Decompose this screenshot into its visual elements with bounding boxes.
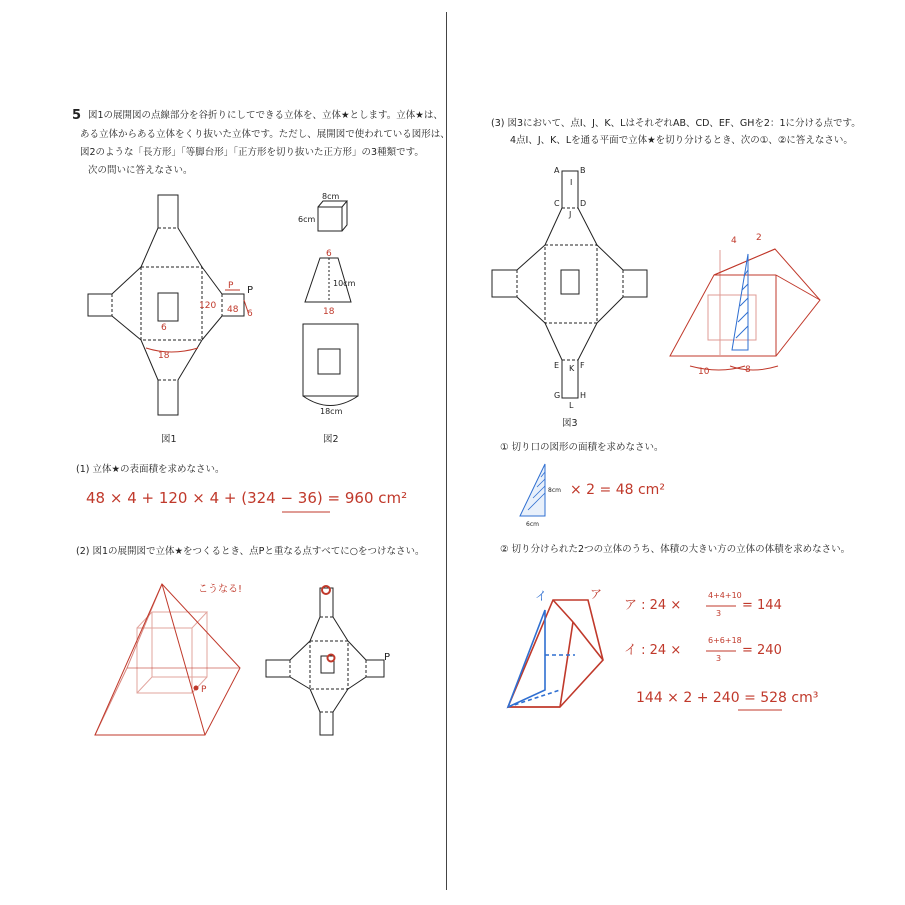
sub1-label-h: 8cm <box>548 487 561 494</box>
question-number: 5 <box>72 108 82 123</box>
sub2-line-i-num: 6+6+18 <box>708 636 742 645</box>
fig3-point-b: B <box>580 166 586 175</box>
q2-net-p: P <box>384 652 391 663</box>
sub2-line-i-tail: = 240 <box>742 643 782 658</box>
fig1-mark-48: 48 <box>227 305 239 315</box>
q2-note: こうなる! <box>198 584 243 595</box>
fig3-point-i: I <box>570 178 573 187</box>
q3-line-1: (3) 図3において、点I、J、K、LはそれぞれAB、CD、EF、GHを2：1に分ける点です。 <box>491 118 861 129</box>
solid-mark-2: 2 <box>756 233 762 243</box>
fig1-mark-6b: 6 <box>161 323 167 333</box>
fig2-label-18: 18 <box>323 307 335 317</box>
fig3-point-d: D <box>580 199 587 208</box>
fig3-point-a: A <box>554 166 560 175</box>
fig1-mark-120: 120 <box>199 301 217 311</box>
fig1-caption: 図1 <box>161 434 177 445</box>
sub2-prompt: ② 切り分けられた2つの立体のうち、体積の大きい方の立体の体積を求めなさい。 <box>500 544 851 555</box>
sub2-line-i-den: 3 <box>716 654 722 663</box>
fig2-label-18cm: 18cm <box>320 407 343 416</box>
fig3-point-j: J <box>569 210 572 219</box>
solid-mark-4: 4 <box>731 236 737 246</box>
fig2-caption: 図2 <box>323 434 339 445</box>
sub2-line-a-den: 3 <box>716 609 722 618</box>
fig1-mark-6a: 6 <box>247 309 253 319</box>
fig3-point-k: K <box>569 364 575 373</box>
solid-mark-10: 10 <box>698 367 710 377</box>
intro-line-1: 図1の展開図の点線部分を谷折りにしてできる立体を、立体★とします。立体★は、 <box>88 110 443 121</box>
fig2-label-8cm: 8cm <box>322 192 340 201</box>
fig2-label-top6: 6 <box>326 249 332 259</box>
sub1-prompt: ① 切り口の図形の面積を求めなさい。 <box>500 442 664 453</box>
intro-line-2: ある立体からある立体をくり抜いた立体です。ただし、展開図で使われている図形は、 <box>80 129 450 140</box>
fig1-mark-p-red: P <box>228 281 234 291</box>
intro-line-3: 図2のような「長方形」「等脚台形」「正方形を切り抜いた正方形」の3種類です。 <box>80 147 424 158</box>
sub2-label-a: ア <box>590 587 603 601</box>
fig2-label-10cm: 10cm <box>333 279 356 288</box>
fig2-label-6cm: 6cm <box>298 215 316 224</box>
fig3-caption: 図3 <box>562 418 578 429</box>
q1-answer: 48 × 4 + 120 × 4 + (324 − 36) = 960 cm² <box>86 489 408 507</box>
intro-line-4: 次の問いに答えなさい。 <box>88 165 193 176</box>
sub1-answer: × 2 = 48 cm² <box>570 482 665 498</box>
sub2-line-i-head: イ : 24 × <box>624 643 682 658</box>
q1-prompt: (1) 立体★の表面積を求めなさい。 <box>76 464 225 475</box>
fig3-point-g: G <box>554 391 561 400</box>
sub2-line-a-tail: = 144 <box>742 598 782 613</box>
sub1-label-w: 6cm <box>526 521 539 528</box>
sub2-label-i: イ <box>535 589 548 603</box>
fig3-point-l: L <box>569 401 574 410</box>
fig3-point-f: F <box>580 361 585 370</box>
sub2-line-a-num: 4+4+10 <box>708 591 742 600</box>
fig3-point-e: E <box>554 361 560 370</box>
fig1-mark-18: 18 <box>158 351 170 361</box>
sub2-line-a-head: ア : 24 × <box>624 598 682 613</box>
solid-mark-8: 8 <box>745 365 751 375</box>
fig3-point-h: H <box>580 391 587 400</box>
fig1-point-p: P <box>247 285 254 296</box>
q2-pyramid-p: P <box>201 685 207 695</box>
sub2-final: 144 × 2 + 240 = 528 cm³ <box>636 690 819 706</box>
fig3-point-c: C <box>554 199 560 208</box>
q3-line-2: 4点I、J、K、Lを通る平面で立体★を切り分けるとき、次の①、②に答えなさい。 <box>510 135 853 146</box>
q2-prompt: (2) 図1の展開図で立体★をつくるとき、点Pと重なる点すべてに○をつけなさい。 <box>76 546 425 557</box>
